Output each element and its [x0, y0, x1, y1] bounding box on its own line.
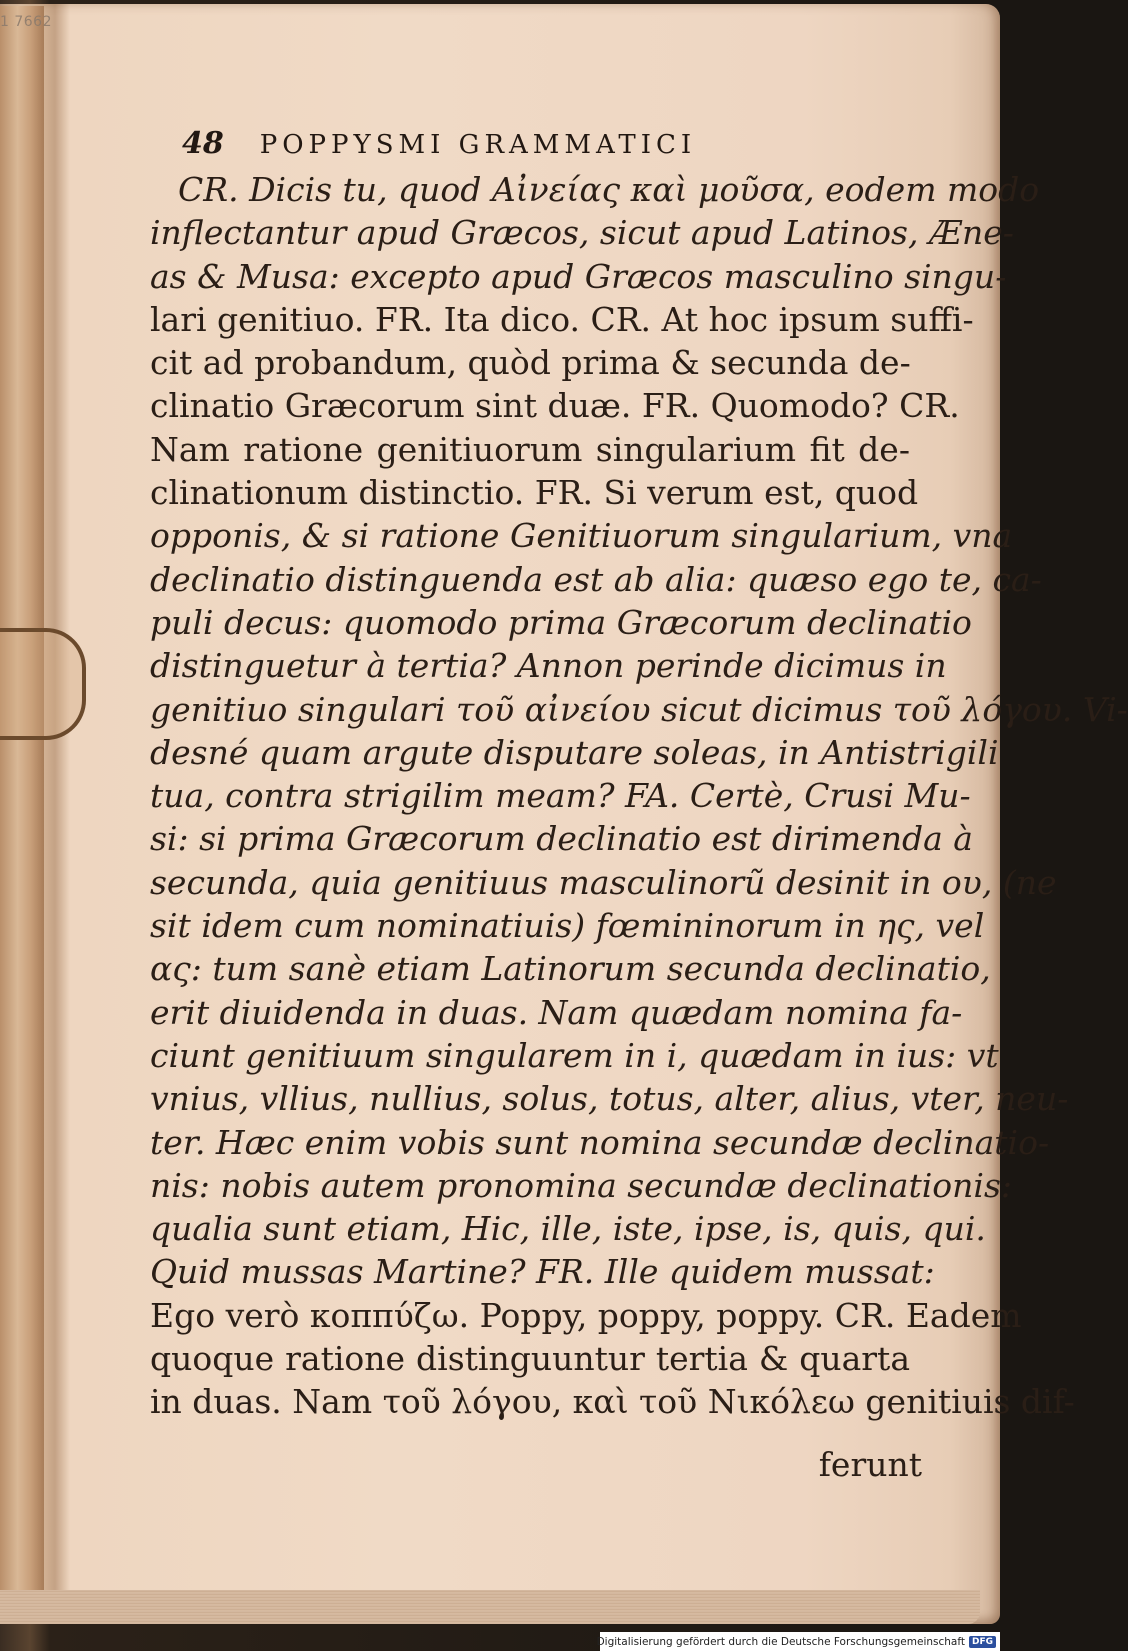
- text-line: distinguetur à tertia? Annon perinde dicimus in: [150, 646, 947, 686]
- text-line: ας: tum sanè etiam Latinorum secunda declinatio,: [150, 949, 991, 989]
- text-line: ciunt genitiuum singularem in i, quædam in ius: vt: [150, 1035, 999, 1075]
- running-head: [182, 126, 822, 166]
- text-line: quoque ratione distinguuntur tertia & quarta: [150, 1339, 910, 1379]
- text-line: ter. Hæc enim vobis sunt nomina secundæ declinatio-: [150, 1122, 1050, 1162]
- text-line: CR. Dicis tu, quod Αἰνείας καὶ μοῦσα, eodem modo: [178, 170, 1040, 209]
- text-line: as & Musa: excepto apud Græcos masculino singu-: [150, 256, 1007, 296]
- book-clasp: [0, 628, 86, 740]
- text-line: in duas. Nam τοῦ λόγου, καὶ τοῦ Νικόλεω genitiuis dif-: [150, 1382, 1075, 1422]
- body-text: [150, 168, 1128, 1424]
- page-edges: [0, 1590, 980, 1624]
- text-line: clinationum distinctio. FR. Si verum est, quod: [150, 473, 919, 513]
- page-number: 48: [182, 126, 224, 161]
- digitization-credit-bar: [596, 1632, 1000, 1651]
- text-line: sit idem cum nominatiuis) fœmininorum in ης, vel: [150, 906, 985, 946]
- text-line: inflectantur apud Græcos, sicut apud Latinos, Æne-: [150, 213, 1014, 253]
- library-stamp: 1 7662: [0, 14, 52, 30]
- catchword: ferunt: [818, 1445, 922, 1484]
- text-line: secunda, quia genitiuus masculinorũ desinit in ου, (ne: [150, 862, 1057, 902]
- text-line: erit diuidenda in duas. Nam quædam nomina fa-: [150, 992, 963, 1032]
- text-line: declinatio distinguenda est ab alia: quæso ego te, ca-: [150, 559, 1042, 599]
- text-line: si: si prima Græcorum declinatio est dirimenda à: [150, 819, 973, 859]
- text-line: opponis, & si ratione Genitiuorum singularium, vna: [150, 516, 1013, 556]
- text-line: clinatio Græcorum sint duæ. FR. Quomodo? CR.: [150, 386, 960, 426]
- text-line: Quid mussas Martine? FR. Ille quidem mussat:: [150, 1252, 935, 1292]
- running-head-title: POPPYSMI GRAMMATICI: [259, 130, 697, 160]
- text-line: puli decus: quomodo prima Græcorum declinatio: [150, 602, 972, 642]
- text-line: genitiuo singulari τοῦ αἰνείου sicut dicimus τοῦ λόγου. Vi-: [150, 689, 1128, 729]
- book-spine: [0, 6, 44, 1618]
- text-line: tua, contra strigilim meam? FA. Certè, Crusi Mu-: [150, 776, 971, 816]
- dfg-logo-icon: DFG: [969, 1636, 996, 1648]
- text-line: vnius, vllius, nullius, solus, totus, alter, alius, vter, neu-: [150, 1079, 1069, 1119]
- text-line: cit ad probandum, quòd prima & secunda de-: [150, 343, 911, 383]
- text-line: nis: nobis autem pronomina secundæ declinationis:: [150, 1165, 1013, 1205]
- text-line: Nam ratione genitiuorum singularium fit de-: [150, 429, 910, 469]
- digitization-credit-text: Digitalisierung gefördert durch die Deutsche Forschungsgemeinschaft: [596, 1635, 965, 1648]
- text-line: Ego verò κοππύζω. Poppy, poppy, poppy. CR. Eadem: [150, 1295, 1022, 1335]
- text-line: desné quam argute disputare soleas, in Antistrigili: [150, 732, 999, 772]
- text-line: qualia sunt etiam, Hic, ille, iste, ipse, is, quis, qui.: [150, 1209, 986, 1249]
- text-line: lari genitiuo. FR. Ita dico. CR. At hoc ipsum suffi-: [150, 299, 974, 339]
